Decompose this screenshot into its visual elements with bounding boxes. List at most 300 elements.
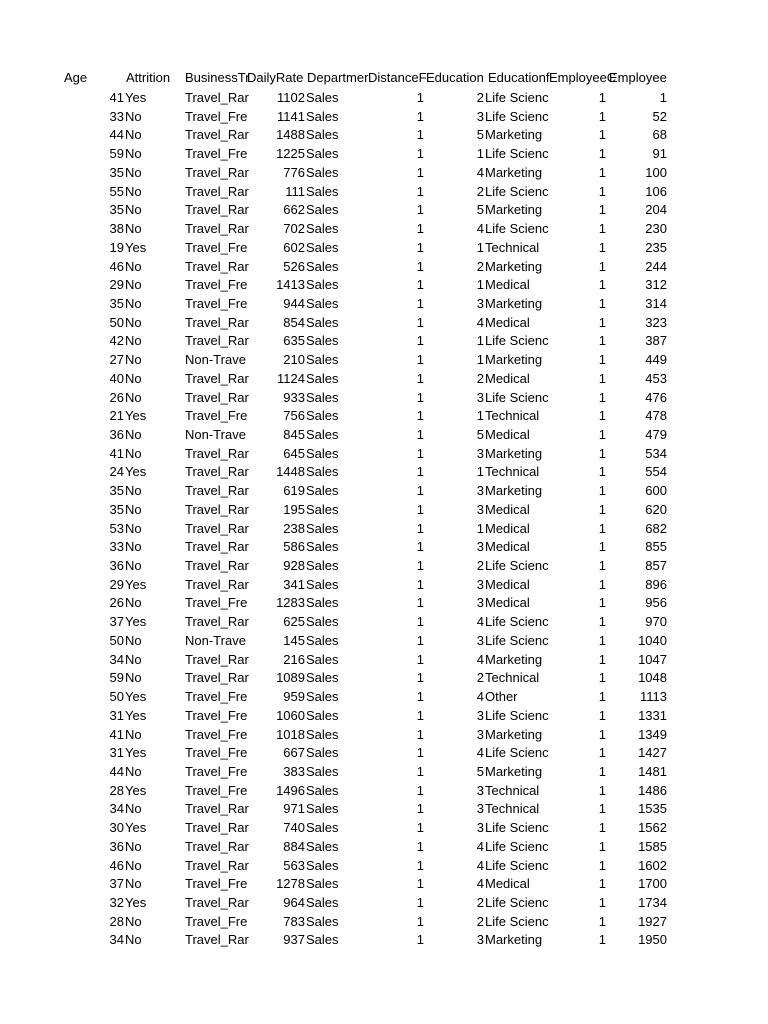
education-field-cell[interactable]: Technical — [485, 408, 540, 424]
employee-number-cell[interactable]: 855 — [645, 539, 667, 555]
age-cell[interactable]: 21 — [109, 408, 124, 424]
daily-rate-cell[interactable]: 625 — [283, 614, 305, 630]
education-field-cell[interactable]: Marketing — [485, 164, 543, 180]
employee-number-cell[interactable]: 554 — [645, 464, 667, 480]
education-cell[interactable]: 4 — [476, 876, 484, 892]
age-cell[interactable]: 53 — [109, 520, 124, 536]
department-cell[interactable]: Sales — [306, 707, 339, 723]
department-cell[interactable]: Sales — [306, 820, 339, 836]
employee-count-cell[interactable]: 1 — [598, 558, 606, 573]
daily-rate-cell[interactable]: 645 — [283, 445, 305, 461]
employee-number-cell[interactable]: 534 — [645, 445, 667, 461]
employee-count-cell[interactable]: 1 — [598, 314, 606, 330]
education-field-cell[interactable]: Life Scienc — [485, 146, 549, 162]
business-travel-cell[interactable]: Travel_Fre — [185, 782, 248, 798]
attrition-cell[interactable]: No — [125, 763, 142, 779]
department-cell[interactable]: Sales — [306, 670, 339, 686]
daily-rate-cell[interactable]: 845 — [283, 427, 305, 442]
distance-cell[interactable]: 1 — [416, 782, 424, 798]
employee-count-cell[interactable]: 1 — [598, 726, 606, 742]
department-cell[interactable]: Sales — [306, 689, 339, 704]
employee-number-cell[interactable]: 1562 — [638, 820, 667, 836]
attrition-cell[interactable]: Yes — [125, 90, 147, 105]
daily-rate-cell[interactable]: 238 — [283, 520, 305, 536]
education-field-cell[interactable]: Life Scienc — [485, 838, 549, 854]
employee-number-cell[interactable]: 682 — [645, 520, 667, 536]
education-cell[interactable]: 3 — [476, 483, 484, 499]
distance-cell[interactable]: 1 — [416, 164, 424, 180]
department-cell[interactable]: Sales — [306, 277, 339, 293]
distance-cell[interactable]: 1 — [416, 913, 424, 929]
department-cell[interactable]: Sales — [306, 558, 339, 573]
employee-count-cell[interactable]: 1 — [598, 895, 606, 910]
department-cell[interactable]: Sales — [306, 539, 339, 555]
education-field-cell[interactable]: Life Scienc — [485, 857, 549, 873]
attrition-cell[interactable]: No — [125, 932, 142, 948]
daily-rate-cell[interactable]: 563 — [283, 857, 305, 873]
education-field-cell[interactable]: Life Scienc — [485, 221, 549, 236]
education-cell[interactable]: 3 — [476, 932, 484, 948]
age-cell[interactable]: 28 — [109, 913, 124, 929]
business-travel-cell[interactable]: Travel_Fre — [185, 763, 248, 779]
age-cell[interactable]: 37 — [109, 614, 124, 630]
attrition-cell[interactable]: Yes — [125, 689, 147, 704]
distance-cell[interactable]: 1 — [416, 90, 424, 105]
education-field-cell[interactable]: Life Scienc — [485, 333, 549, 349]
department-cell[interactable]: Sales — [306, 221, 339, 236]
employee-number-cell[interactable]: 1734 — [638, 895, 667, 910]
employee-number-cell[interactable]: 68 — [652, 127, 667, 143]
education-cell[interactable]: 2 — [476, 913, 484, 929]
distance-cell[interactable]: 1 — [416, 501, 424, 517]
department-cell[interactable]: Sales — [306, 745, 339, 761]
department-cell[interactable]: Sales — [306, 483, 339, 499]
education-field-cell[interactable]: Marketing — [485, 483, 543, 499]
distance-cell[interactable]: 1 — [416, 614, 424, 630]
education-cell[interactable]: 3 — [476, 576, 484, 592]
daily-rate-cell[interactable]: 776 — [283, 164, 305, 180]
business-travel-cell[interactable]: Travel_Rar — [185, 183, 249, 199]
employee-number-cell[interactable]: 449 — [645, 352, 667, 368]
distance-cell[interactable]: 1 — [416, 801, 424, 817]
age-cell[interactable]: 24 — [109, 464, 124, 480]
employee-number-cell[interactable]: 1331 — [638, 707, 667, 723]
business-travel-cell[interactable]: Travel_Rar — [185, 464, 249, 480]
daily-rate-cell[interactable]: 756 — [283, 408, 305, 424]
employee-number-cell[interactable]: 230 — [645, 221, 667, 236]
daily-rate-cell[interactable]: 1060 — [276, 707, 305, 723]
department-cell[interactable]: Sales — [306, 239, 339, 255]
attrition-cell[interactable]: No — [125, 857, 142, 873]
business-travel-cell[interactable]: Travel_Fre — [185, 913, 248, 929]
age-cell[interactable]: 46 — [109, 258, 124, 274]
education-cell[interactable]: 2 — [476, 258, 484, 274]
age-cell[interactable]: 37 — [109, 876, 124, 892]
distance-cell[interactable]: 1 — [416, 445, 424, 461]
education-cell[interactable]: 3 — [476, 501, 484, 517]
employee-count-cell[interactable]: 1 — [598, 108, 606, 124]
age-cell[interactable]: 29 — [109, 576, 124, 592]
employee-count-cell[interactable]: 1 — [598, 576, 606, 592]
education-field-cell[interactable]: Technical — [485, 782, 540, 798]
age-cell[interactable]: 35 — [109, 202, 124, 218]
employee-count-cell[interactable]: 1 — [598, 913, 606, 929]
distance-cell[interactable]: 1 — [416, 595, 424, 611]
employee-number-cell[interactable]: 970 — [645, 614, 667, 630]
daily-rate-cell[interactable]: 145 — [283, 632, 305, 648]
attrition-cell[interactable]: No — [125, 164, 142, 180]
employee-count-cell[interactable]: 1 — [598, 464, 606, 480]
daily-rate-cell[interactable]: 959 — [283, 689, 305, 704]
education-cell[interactable]: 2 — [476, 183, 484, 199]
age-cell[interactable]: 35 — [109, 501, 124, 517]
department-cell[interactable]: Sales — [306, 164, 339, 180]
department-cell[interactable]: Sales — [306, 763, 339, 779]
distance-cell[interactable]: 1 — [416, 857, 424, 873]
distance-cell[interactable]: 1 — [416, 763, 424, 779]
attrition-cell[interactable]: No — [125, 146, 142, 162]
employee-count-cell[interactable]: 1 — [598, 838, 606, 854]
business-travel-cell[interactable]: Travel_Rar — [185, 333, 249, 349]
daily-rate-cell[interactable]: 1089 — [276, 670, 305, 686]
education-field-cell[interactable]: Life Scienc — [485, 558, 549, 573]
department-cell[interactable]: Sales — [306, 389, 339, 405]
education-cell[interactable]: 1 — [476, 239, 484, 255]
header-education-field[interactable]: Educationf — [488, 70, 550, 85]
daily-rate-cell[interactable]: 341 — [283, 576, 305, 592]
attrition-cell[interactable]: Yes — [125, 782, 147, 798]
business-travel-cell[interactable]: Travel_Rar — [185, 932, 249, 948]
employee-count-cell[interactable]: 1 — [598, 258, 606, 274]
daily-rate-cell[interactable]: 964 — [283, 895, 305, 910]
age-cell[interactable]: 36 — [109, 427, 124, 442]
daily-rate-cell[interactable]: 210 — [283, 352, 305, 368]
age-cell[interactable]: 31 — [109, 707, 124, 723]
education-field-cell[interactable]: Marketing — [485, 763, 543, 779]
age-cell[interactable]: 32 — [109, 895, 124, 910]
business-travel-cell[interactable]: Travel_Rar — [185, 801, 249, 817]
employee-count-cell[interactable]: 1 — [598, 183, 606, 199]
attrition-cell[interactable]: Yes — [125, 707, 147, 723]
business-travel-cell[interactable]: Travel_Fre — [185, 277, 248, 293]
business-travel-cell[interactable]: Travel_Fre — [185, 876, 248, 892]
business-travel-cell[interactable]: Travel_Rar — [185, 314, 249, 330]
employee-count-cell[interactable]: 1 — [598, 370, 606, 386]
distance-cell[interactable]: 1 — [416, 239, 424, 255]
education-cell[interactable]: 3 — [476, 389, 484, 405]
business-travel-cell[interactable]: Travel_Rar — [185, 127, 249, 143]
age-cell[interactable]: 36 — [109, 838, 124, 854]
employee-number-cell[interactable]: 106 — [645, 183, 667, 199]
business-travel-cell[interactable]: Travel_Fre — [185, 108, 248, 124]
education-field-cell[interactable]: Marketing — [485, 445, 543, 461]
education-cell[interactable]: 3 — [476, 539, 484, 555]
daily-rate-cell[interactable]: 1102 — [277, 90, 305, 105]
employee-number-cell[interactable]: 1 — [659, 90, 667, 105]
department-cell[interactable]: Sales — [306, 183, 339, 199]
attrition-cell[interactable]: No — [125, 352, 142, 368]
attrition-cell[interactable]: No — [125, 127, 142, 143]
employee-number-cell[interactable]: 620 — [645, 501, 667, 517]
employee-count-cell[interactable]: 1 — [598, 90, 606, 105]
distance-cell[interactable]: 1 — [416, 295, 424, 311]
education-cell[interactable]: 5 — [476, 763, 484, 779]
department-cell[interactable]: Sales — [306, 632, 339, 648]
daily-rate-cell[interactable]: 971 — [283, 801, 305, 817]
department-cell[interactable]: Sales — [306, 352, 339, 368]
employee-count-cell[interactable]: 1 — [598, 221, 606, 236]
business-travel-cell[interactable]: Travel_Rar — [185, 483, 249, 499]
employee-count-cell[interactable]: 1 — [598, 389, 606, 405]
employee-number-cell[interactable]: 52 — [652, 108, 667, 124]
education-field-cell[interactable]: Life Scienc — [485, 707, 549, 723]
department-cell[interactable]: Sales — [306, 932, 339, 948]
education-cell[interactable]: 2 — [476, 558, 484, 573]
business-travel-cell[interactable]: Travel_Rar — [185, 857, 249, 873]
department-cell[interactable]: Sales — [306, 146, 339, 162]
attrition-cell[interactable]: No — [125, 801, 142, 817]
education-cell[interactable]: 1 — [476, 146, 484, 162]
attrition-cell[interactable]: No — [125, 726, 142, 742]
employee-count-cell[interactable]: 1 — [598, 483, 606, 499]
education-cell[interactable]: 3 — [476, 445, 484, 461]
distance-cell[interactable]: 1 — [416, 838, 424, 854]
employee-count-cell[interactable]: 1 — [598, 539, 606, 555]
employee-number-cell[interactable]: 323 — [645, 314, 667, 330]
education-cell[interactable]: 1 — [476, 520, 484, 536]
business-travel-cell[interactable]: Travel_Rar — [185, 895, 249, 910]
daily-rate-cell[interactable]: 1124 — [277, 370, 305, 386]
employee-count-cell[interactable]: 1 — [598, 202, 606, 218]
business-travel-cell[interactable]: Travel_Rar — [185, 539, 249, 555]
header-business-travel[interactable]: BusinessTr — [185, 70, 250, 85]
education-field-cell[interactable]: Life Scienc — [485, 108, 549, 124]
employee-number-cell[interactable]: 314 — [645, 295, 667, 311]
distance-cell[interactable]: 1 — [416, 108, 424, 124]
department-cell[interactable]: Sales — [306, 370, 339, 386]
daily-rate-cell[interactable]: 195 — [283, 501, 305, 517]
education-cell[interactable]: 1 — [476, 352, 484, 368]
business-travel-cell[interactable]: Travel_Rar — [185, 670, 249, 686]
education-cell[interactable]: 4 — [476, 745, 484, 761]
employee-count-cell[interactable]: 1 — [598, 239, 606, 255]
business-travel-cell[interactable]: Travel_Fre — [185, 689, 248, 704]
business-travel-cell[interactable]: Travel_Fre — [185, 239, 248, 255]
employee-number-cell[interactable]: 956 — [645, 595, 667, 611]
distance-cell[interactable]: 1 — [416, 389, 424, 405]
attrition-cell[interactable]: No — [125, 333, 142, 349]
department-cell[interactable]: Sales — [306, 408, 339, 424]
attrition-cell[interactable]: No — [125, 314, 142, 330]
header-attrition[interactable]: Attrition — [126, 70, 171, 85]
education-cell[interactable]: 1 — [476, 333, 484, 349]
education-cell[interactable]: 4 — [476, 314, 484, 330]
age-cell[interactable]: 50 — [109, 632, 124, 648]
education-cell[interactable]: 5 — [476, 127, 484, 143]
education-field-cell[interactable]: Medical — [485, 314, 530, 330]
employee-count-cell[interactable]: 1 — [598, 763, 606, 779]
education-field-cell[interactable]: Life Scienc — [485, 745, 549, 761]
attrition-cell[interactable]: No — [125, 108, 142, 124]
employee-count-cell[interactable]: 1 — [598, 632, 606, 648]
education-field-cell[interactable]: Technical — [485, 801, 540, 817]
business-travel-cell[interactable]: Travel_Rar — [185, 90, 249, 105]
age-cell[interactable]: 26 — [109, 595, 124, 611]
attrition-cell[interactable]: No — [125, 838, 142, 854]
employee-number-cell[interactable]: 1700 — [638, 876, 667, 892]
employee-number-cell[interactable]: 204 — [645, 202, 667, 218]
age-cell[interactable]: 33 — [109, 108, 124, 124]
department-cell[interactable]: Sales — [306, 127, 339, 143]
age-cell[interactable]: 35 — [109, 164, 124, 180]
employee-count-cell[interactable]: 1 — [598, 782, 606, 798]
distance-cell[interactable]: 1 — [416, 726, 424, 742]
attrition-cell[interactable]: Yes — [125, 239, 147, 255]
business-travel-cell[interactable]: Travel_Fre — [185, 595, 248, 611]
employee-number-cell[interactable]: 1048 — [638, 670, 667, 686]
education-field-cell[interactable]: Marketing — [485, 258, 543, 274]
business-travel-cell[interactable]: Travel_Fre — [185, 408, 248, 424]
education-cell[interactable]: 3 — [476, 820, 484, 836]
employee-number-cell[interactable]: 244 — [645, 258, 667, 274]
daily-rate-cell[interactable]: 1413 — [276, 277, 305, 293]
age-cell[interactable]: 27 — [109, 352, 124, 368]
daily-rate-cell[interactable]: 1018 — [276, 726, 305, 742]
distance-cell[interactable]: 1 — [416, 333, 424, 349]
attrition-cell[interactable]: No — [125, 202, 142, 218]
employee-count-cell[interactable]: 1 — [598, 801, 606, 817]
daily-rate-cell[interactable]: 1225 — [276, 146, 305, 162]
age-cell[interactable]: 19 — [109, 239, 124, 255]
distance-cell[interactable]: 1 — [416, 483, 424, 499]
education-field-cell[interactable]: Marketing — [485, 651, 543, 667]
distance-cell[interactable]: 1 — [416, 221, 424, 236]
age-cell[interactable]: 41 — [109, 90, 124, 105]
business-travel-cell[interactable]: Travel_Fre — [185, 726, 248, 742]
employee-count-cell[interactable]: 1 — [598, 501, 606, 517]
distance-cell[interactable]: 1 — [416, 895, 424, 910]
attrition-cell[interactable]: Yes — [125, 408, 147, 424]
attrition-cell[interactable]: No — [125, 913, 142, 929]
department-cell[interactable]: Sales — [306, 314, 339, 330]
education-cell[interactable]: 4 — [476, 614, 484, 630]
education-field-cell[interactable]: Technical — [485, 239, 540, 255]
department-cell[interactable]: Sales — [306, 520, 339, 536]
department-cell[interactable]: Sales — [306, 782, 339, 798]
business-travel-cell[interactable]: Travel_Fre — [185, 707, 248, 723]
business-travel-cell[interactable]: Non-Trave — [185, 632, 246, 648]
daily-rate-cell[interactable]: 933 — [283, 389, 305, 405]
department-cell[interactable]: Sales — [306, 464, 339, 480]
distance-cell[interactable]: 1 — [416, 876, 424, 892]
age-cell[interactable]: 50 — [109, 314, 124, 330]
education-cell[interactable]: 3 — [476, 295, 484, 311]
employee-number-cell[interactable]: 1585 — [638, 838, 667, 854]
distance-cell[interactable]: 1 — [416, 745, 424, 761]
education-field-cell[interactable]: Life Scienc — [485, 90, 549, 105]
distance-cell[interactable]: 1 — [416, 202, 424, 218]
employee-number-cell[interactable]: 1349 — [638, 726, 667, 742]
employee-count-cell[interactable]: 1 — [598, 146, 606, 162]
header-department[interactable]: Departmer — [307, 70, 369, 85]
education-field-cell[interactable]: Technical — [485, 464, 540, 480]
attrition-cell[interactable]: No — [125, 501, 142, 517]
daily-rate-cell[interactable]: 662 — [283, 202, 305, 218]
education-field-cell[interactable]: Medical — [485, 595, 530, 611]
distance-cell[interactable]: 1 — [416, 558, 424, 573]
employee-number-cell[interactable]: 1040 — [638, 632, 667, 648]
daily-rate-cell[interactable]: 937 — [283, 932, 305, 948]
business-travel-cell[interactable]: Travel_Rar — [185, 389, 249, 405]
business-travel-cell[interactable]: Travel_Rar — [185, 370, 249, 386]
attrition-cell[interactable]: No — [125, 876, 142, 892]
header-employee-count[interactable]: EmployeeC — [549, 70, 617, 85]
employee-number-cell[interactable]: 453 — [645, 370, 667, 386]
attrition-cell[interactable]: No — [125, 258, 142, 274]
age-cell[interactable]: 28 — [109, 782, 124, 798]
attrition-cell[interactable]: No — [125, 389, 142, 405]
employee-number-cell[interactable]: 387 — [645, 333, 667, 349]
daily-rate-cell[interactable]: 1448 — [276, 464, 305, 480]
business-travel-cell[interactable]: Travel_Rar — [185, 520, 249, 536]
attrition-cell[interactable]: Yes — [125, 895, 147, 910]
education-cell[interactable]: 3 — [476, 632, 484, 648]
business-travel-cell[interactable]: Travel_Rar — [185, 838, 249, 854]
attrition-cell[interactable]: No — [125, 277, 142, 293]
age-cell[interactable]: 46 — [109, 857, 124, 873]
department-cell[interactable]: Sales — [306, 445, 339, 461]
distance-cell[interactable]: 1 — [416, 427, 424, 442]
distance-cell[interactable]: 1 — [416, 707, 424, 723]
attrition-cell[interactable]: No — [125, 520, 142, 536]
education-cell[interactable]: 2 — [476, 90, 484, 105]
employee-count-cell[interactable]: 1 — [598, 127, 606, 143]
age-cell[interactable]: 26 — [109, 389, 124, 405]
daily-rate-cell[interactable]: 216 — [283, 651, 305, 667]
attrition-cell[interactable]: Yes — [125, 464, 147, 480]
education-field-cell[interactable]: Medical — [485, 427, 530, 442]
daily-rate-cell[interactable]: 619 — [283, 483, 305, 499]
attrition-cell[interactable]: No — [125, 427, 142, 442]
daily-rate-cell[interactable]: 1141 — [277, 108, 305, 124]
business-travel-cell[interactable]: Non-Trave — [185, 352, 246, 368]
age-cell[interactable]: 41 — [109, 445, 124, 461]
business-travel-cell[interactable]: Travel_Rar — [185, 164, 249, 180]
education-field-cell[interactable]: Marketing — [485, 352, 543, 368]
age-cell[interactable]: 35 — [109, 295, 124, 311]
department-cell[interactable]: Sales — [306, 333, 339, 349]
education-field-cell[interactable]: Marketing — [485, 295, 543, 311]
employee-count-cell[interactable]: 1 — [598, 445, 606, 461]
education-field-cell[interactable]: Life Scienc — [485, 913, 549, 929]
age-cell[interactable]: 40 — [109, 370, 124, 386]
distance-cell[interactable]: 1 — [416, 932, 424, 948]
business-travel-cell[interactable]: Travel_Rar — [185, 258, 249, 274]
header-daily-rate[interactable]: DailyRate — [247, 70, 304, 85]
employee-number-cell[interactable]: 1927 — [638, 913, 667, 929]
department-cell[interactable]: Sales — [306, 501, 339, 517]
employee-count-cell[interactable]: 1 — [598, 520, 606, 536]
distance-cell[interactable]: 1 — [416, 277, 424, 293]
education-field-cell[interactable]: Medical — [485, 876, 530, 892]
education-cell[interactable]: 1 — [476, 277, 484, 293]
employee-count-cell[interactable]: 1 — [598, 932, 606, 948]
employee-number-cell[interactable]: 1113 — [640, 689, 667, 704]
education-cell[interactable]: 2 — [476, 370, 484, 386]
education-cell[interactable]: 2 — [476, 895, 484, 910]
daily-rate-cell[interactable]: 854 — [283, 314, 305, 330]
education-field-cell[interactable]: Life Scienc — [485, 183, 549, 199]
